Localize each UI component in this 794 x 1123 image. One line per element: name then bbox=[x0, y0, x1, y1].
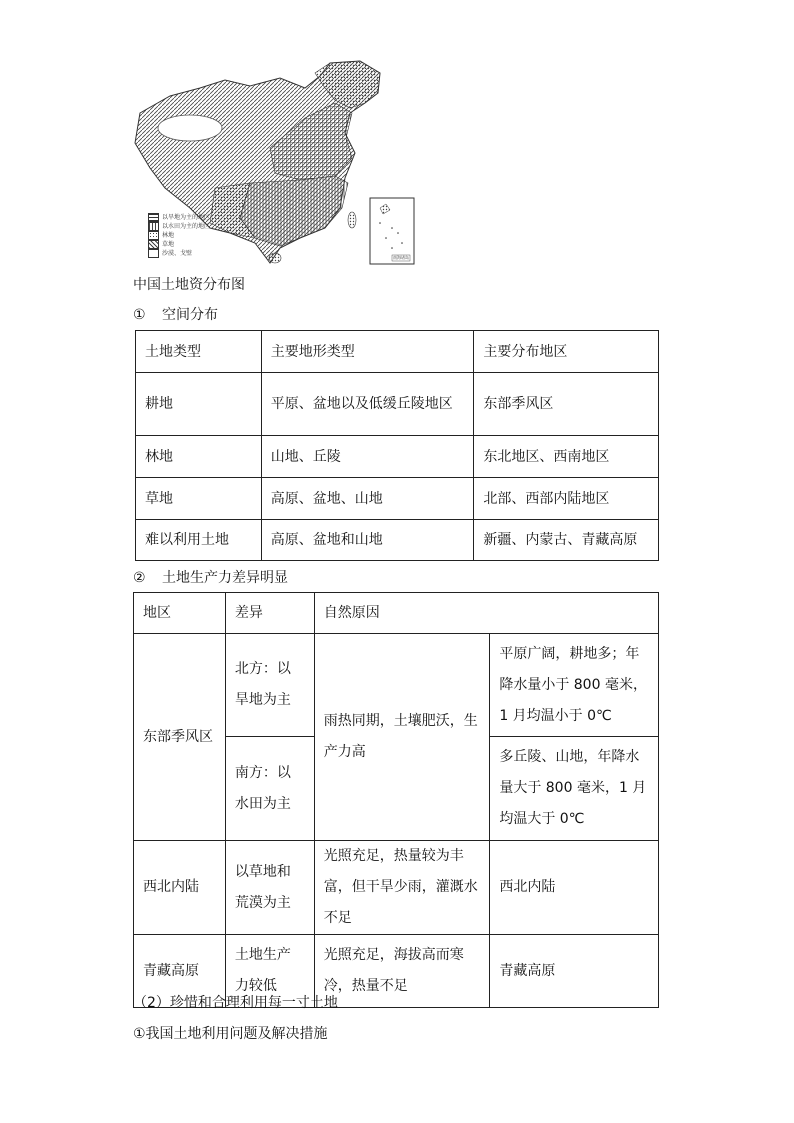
dots-swatch-icon bbox=[148, 231, 159, 240]
table-cell: 高原、盆地、山地 bbox=[261, 478, 474, 520]
section3-heading: （2）珍惜和合理利用每一寸土地 bbox=[133, 995, 338, 1011]
taiwan-island bbox=[348, 212, 356, 228]
table-cell: 林地 bbox=[136, 436, 262, 478]
legend-item: 沙漠、戈壁 bbox=[148, 249, 210, 258]
region-cell: 东部季风区 bbox=[134, 634, 226, 841]
table-cell: 难以利用土地 bbox=[136, 520, 262, 561]
china-land-map bbox=[130, 58, 418, 270]
reason-cell: 雨热同期，土壤肥沃，生产力高 bbox=[314, 634, 490, 841]
header-cell: 土地类型 bbox=[136, 331, 262, 373]
header-cell: 差异 bbox=[225, 593, 314, 634]
map-legend bbox=[148, 213, 210, 258]
reason-detail-cell: 多丘陵、山地，年降水量大于 800 毫米，1 月均温大于 0℃ bbox=[490, 737, 659, 841]
grid-swatch-icon bbox=[148, 213, 159, 222]
table-row bbox=[136, 373, 659, 436]
diag-swatch-icon bbox=[148, 240, 159, 249]
legend-item: 草地 bbox=[148, 240, 210, 249]
productivity-difference-table bbox=[133, 592, 659, 1008]
header-cell: 主要分布地区 bbox=[474, 331, 659, 373]
blank-swatch-icon bbox=[148, 249, 159, 258]
reason-detail-cell: 青藏高原 bbox=[490, 935, 659, 1008]
table-row bbox=[136, 520, 659, 561]
diff-cell: 以草地和荒漠为主 bbox=[225, 841, 314, 935]
inset-label: 南海诸岛 bbox=[393, 255, 409, 260]
table-row bbox=[136, 436, 659, 478]
section1-title: 空间分布 bbox=[162, 307, 219, 323]
region-cell: 青藏高原 bbox=[134, 935, 226, 1008]
table-cell: 东部季风区 bbox=[474, 373, 659, 436]
table-row bbox=[134, 841, 659, 935]
header-cell: 地区 bbox=[134, 593, 226, 634]
region-cell: 西北内陆 bbox=[134, 841, 226, 935]
reason-cell: 光照充足，海拔高而寒冷，热量不足 bbox=[314, 935, 490, 1008]
section2-title: 土地生产力差异明显 bbox=[162, 570, 289, 586]
hainan-island bbox=[269, 253, 281, 263]
section2-heading bbox=[133, 568, 288, 588]
table-row bbox=[134, 634, 659, 737]
table-cell: 草地 bbox=[136, 478, 262, 520]
table-header-row bbox=[136, 331, 659, 373]
header-cell: 自然原因 bbox=[314, 593, 658, 634]
table-row bbox=[136, 478, 659, 520]
diff-cell: 土地生产力较低 bbox=[225, 935, 314, 1008]
section2-marker: ② bbox=[133, 570, 146, 586]
table-cell: 平原、盆地以及低缓丘陵地区 bbox=[261, 373, 474, 436]
spatial-distribution-table bbox=[135, 330, 659, 561]
diff-cell: 南方：以水田为主 bbox=[225, 737, 314, 841]
header-cell: 主要地形类型 bbox=[261, 331, 474, 373]
vlines-swatch-icon bbox=[148, 222, 159, 231]
table-header-row bbox=[134, 593, 659, 634]
table-cell: 北部、西部内陆地区 bbox=[474, 478, 659, 520]
diff-cell: 北方：以旱地为主 bbox=[225, 634, 314, 737]
desert-area bbox=[158, 115, 222, 141]
map-caption: 中国土地资分布图 bbox=[133, 277, 245, 293]
reason-cell: 光照充足，热量较为丰富，但干旱少雨，灌溉水不足 bbox=[314, 841, 490, 935]
reason-detail-cell: 平原广阔，耕地多；年降水量小于 800 毫米，1 月均温小于 0℃ bbox=[490, 634, 659, 737]
paddy-area bbox=[240, 176, 348, 246]
table-cell: 高原、盆地和山地 bbox=[261, 520, 474, 561]
legend-item: 林地 bbox=[148, 231, 210, 240]
table-cell: 耕地 bbox=[136, 373, 262, 436]
table-cell: 山地、丘陵 bbox=[261, 436, 474, 478]
legend-item: 以水田为主的地区 bbox=[148, 222, 210, 231]
table-cell: 东北地区、西南地区 bbox=[474, 436, 659, 478]
section1-heading bbox=[133, 305, 218, 325]
section1-marker: ① bbox=[133, 307, 146, 323]
legend-item: 以旱地为主的地区 bbox=[148, 213, 210, 222]
reason-detail-cell: 西北内陆 bbox=[490, 841, 659, 935]
section3-subheading: ①我国土地利用问题及解决措施 bbox=[133, 1026, 328, 1042]
table-cell: 新疆、内蒙古、青藏高原 bbox=[474, 520, 659, 561]
